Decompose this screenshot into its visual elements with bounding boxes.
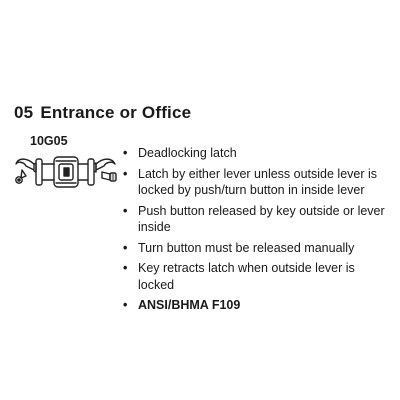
feature-item	[122, 166, 394, 199]
feature-text: Deadlocking latch	[138, 146, 237, 160]
model-number: 10G05	[30, 134, 68, 148]
function-title	[14, 103, 191, 123]
feature-item	[122, 240, 394, 257]
feature-list	[122, 145, 394, 318]
feature-text: Key retracts latch when outside lever is locked	[138, 261, 355, 292]
lock-chassis-icon	[54, 157, 78, 187]
bullet-icon: •	[123, 166, 128, 181]
feature-item	[122, 203, 394, 236]
bullet-icon: •	[123, 298, 128, 312]
feature-text: ANSI/BHMA F109	[138, 298, 241, 312]
feature-text: Push button released by key outside or lever inside	[138, 203, 385, 234]
bullet-icon: •	[123, 203, 128, 218]
feature-text: Turn button must be released manually	[138, 240, 355, 255]
function-name: Entrance or Office	[40, 103, 192, 122]
function-code: 05	[14, 103, 34, 122]
bullet-icon: •	[123, 146, 128, 160]
feature-item-standard	[122, 297, 394, 314]
feature-text: Latch by either lever unless outside lever is locked by push/turn button in inside lever	[138, 166, 378, 197]
feature-item	[122, 260, 394, 293]
feature-item	[122, 145, 394, 162]
bullet-icon: •	[123, 261, 128, 275]
outside-lever-icon	[16, 159, 36, 183]
lever-lock-function-diagram-icon	[12, 152, 120, 196]
inside-lever-icon	[94, 159, 116, 181]
bullet-icon: •	[123, 240, 128, 255]
